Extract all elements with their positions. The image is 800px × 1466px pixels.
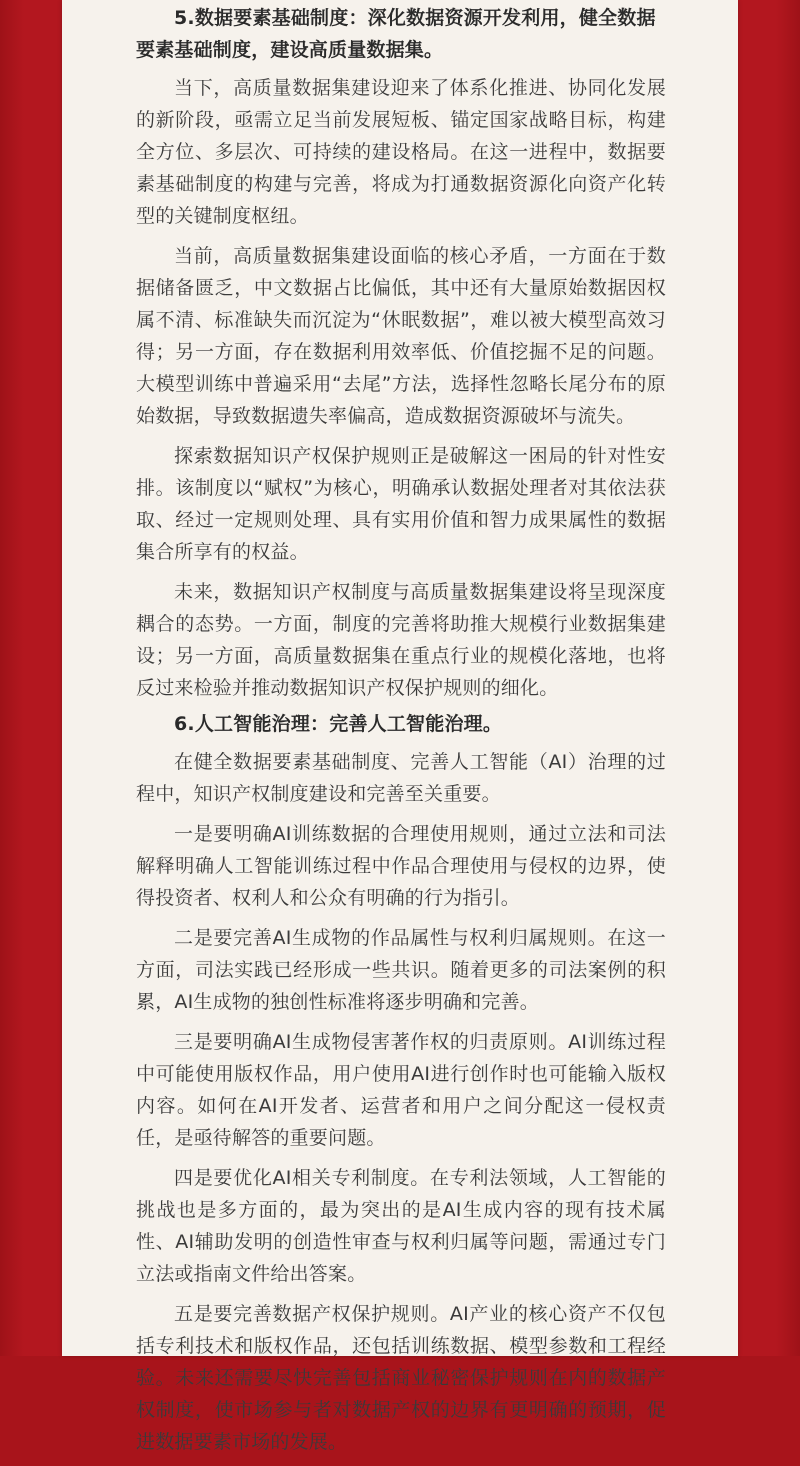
section-6-paragraph-4: 三是要明确AI生成物侵害著作权的归责原则。AI训练过程中可能使用版权作品，用户使用AI进行创作时也可能输入版权内容。如何在AI开发者、运营者和用户之间分配这一侵权责任，是亟待解答的重要问题。 bbox=[136, 1031, 666, 1149]
section-6-heading: 6.人工智能治理：完善人工智能治理。 bbox=[174, 713, 503, 735]
section-6-paragraph-6: 五是要完善数据产权保护规则。AI产业的核心资产不仅包括专利技术和版权作品，还包括训练数据、模型参数和工程经验。未来还需要尽快完善包括商业秘密保护规则在内的数据产权制度，使市场参与者对数据产权的边界有更明确的预期，促进数据要素市场的发展。 bbox=[136, 1303, 666, 1453]
article-panel bbox=[62, 0, 738, 1453]
article-content bbox=[136, 0, 666, 1466]
section-6-paragraph-5: 四是要优化AI相关专利制度。在专利法领域，人工智能的挑战也是多方面的，最为突出的是AI生成内容的现有技术属性、AI辅助发明的创造性审查与权利归属等问题，需通过专门立法或指南文件给出答案。 bbox=[136, 1167, 666, 1285]
section-5-paragraph-2: 当前，高质量数据集建设面临的核心矛盾，一方面在于数据储备匮乏，中文数据占比偏低，其中还有大量原始数据因权属不清、标准缺失而沉淀为“休眠数据”，难以被大模型高效习得；另一方面，存在数据利用效率低、价值挖掘不足的问题。大模型训练中普遍采用“去尾”方法，选择性忽略长尾分布的原始数据，导致数据遗失率偏高，造成数据资源破坏与流失。 bbox=[136, 245, 666, 427]
section-5-paragraph-1: 当下，高质量数据集建设迎来了体系化推进、协同化发展的新阶段，亟需立足当前发展短板、锚定国家战略目标，构建全方位、多层次、可持续的建设格局。在这一进程中，数据要素基础制度的构建与完善，将成为打通数据资源化向资产化转型的关键制度枢纽。 bbox=[136, 77, 666, 227]
section-5-heading: 5.数据要素基础制度：深化数据资源开发利用，健全数据要素基础制度，建设高质量数据集。 bbox=[136, 7, 656, 61]
section-5-paragraph-3: 探索数据知识产权保护规则正是破解这一困局的针对性安排。该制度以“赋权”为核心，明确承认数据处理者对其依法获取、经过一定规则处理、具有实用价值和智力成果属性的数据集合所享有的权益。 bbox=[136, 445, 666, 563]
section-6-paragraph-2: 一是要明确AI训练数据的合理使用规则，通过立法和司法解释明确人工智能训练过程中作品合理使用与侵权的边界，使得投资者、权利人和公众有明确的行为指引。 bbox=[136, 823, 666, 909]
section-6-paragraph-3: 二是要完善AI生成物的作品属性与权利归属规则。在这一方面，司法实践已经形成一些共识。随着更多的司法案例的积累，AI生成物的独创性标准将逐步明确和完善。 bbox=[136, 927, 666, 1013]
section-6-paragraph-1: 在健全数据要素基础制度、完善人工智能（AI）治理的过程中，知识产权制度建设和完善至关重要。 bbox=[136, 751, 666, 805]
section-5-paragraph-4: 未来，数据知识产权制度与高质量数据集建设将呈现深度耦合的态势。一方面，制度的完善将助推大规模行业数据集建设；另一方面，高质量数据集在重点行业的规模化落地，也将反过来检验并推动数据知识产权保护规则的细化。 bbox=[136, 581, 666, 699]
